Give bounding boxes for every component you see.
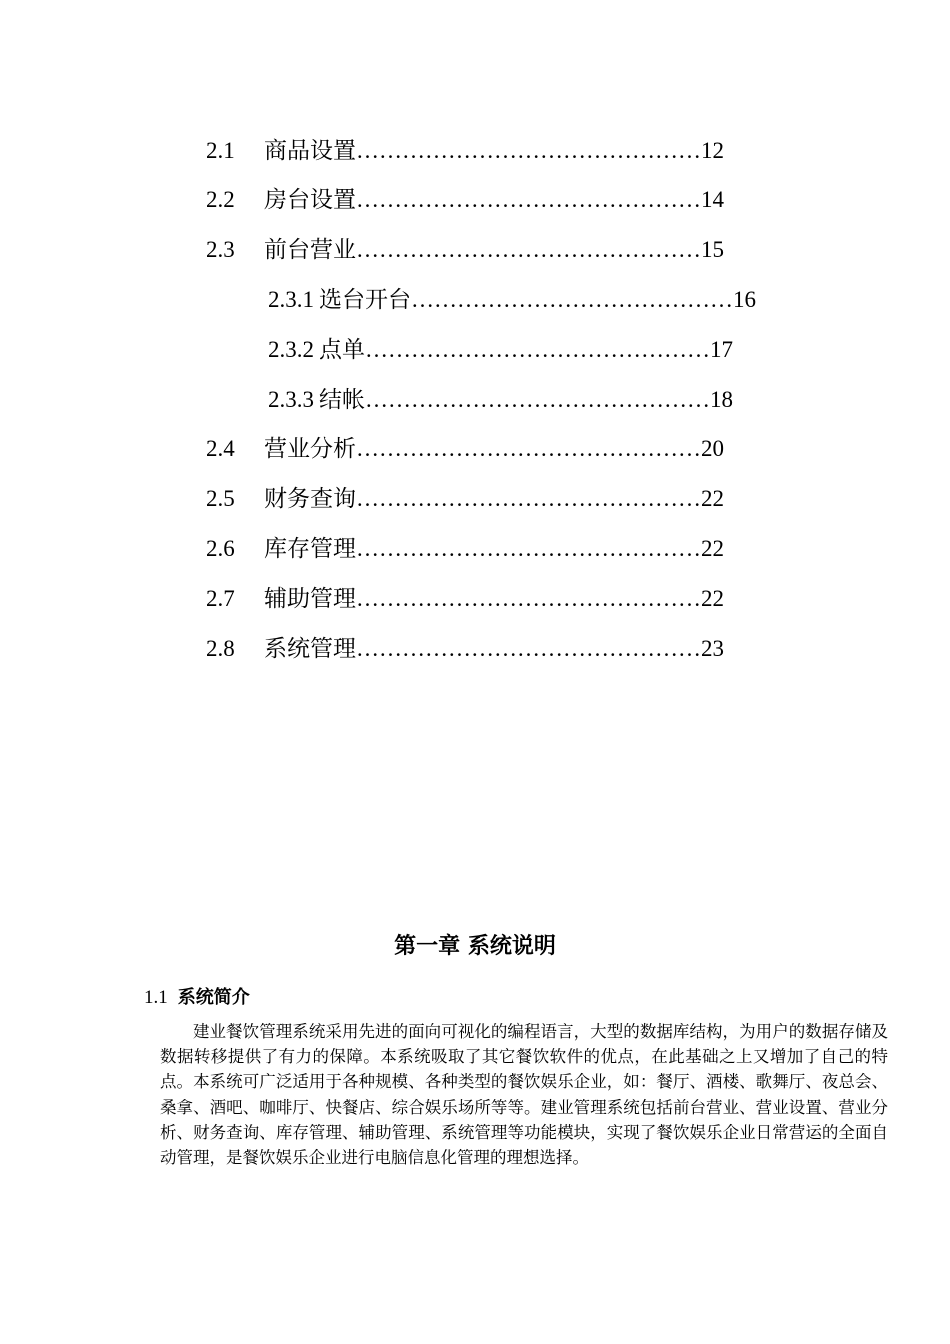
toc-entry-number: 2.1 (206, 138, 235, 163)
toc-dot-leader: ……………………………………… (365, 387, 710, 412)
toc-dot-leader: ……………………………………… (356, 138, 701, 163)
toc-entry[interactable] (206, 582, 724, 616)
toc-page-number: 16 (733, 287, 756, 312)
toc-dot-leader: ……………………………………… (356, 636, 701, 661)
toc-entry-number: 2.3.3 (268, 387, 314, 412)
toc-entry-number: 2.3.2 (268, 337, 314, 362)
toc-entry-number: 2.3.1 (268, 287, 314, 312)
toc-subentry[interactable] (268, 283, 756, 317)
toc-page-number: 23 (701, 636, 724, 661)
toc-entry[interactable] (206, 134, 724, 168)
toc-entry-title: 财务查询 (264, 486, 356, 511)
toc-entry-title: 房台设置 (264, 187, 356, 212)
toc-entry[interactable] (206, 632, 724, 666)
toc-page-number: 20 (701, 436, 724, 461)
toc-page-number: 14 (701, 187, 724, 212)
toc-page-number: 22 (701, 586, 724, 611)
toc-entry-title: 营业分析 (264, 436, 356, 461)
toc-dot-leader: ……………………………………… (356, 436, 701, 461)
toc-dot-leader: ……………………………………… (356, 586, 701, 611)
toc-entry-title: 结帐 (319, 387, 365, 412)
toc-page-number: 15 (701, 237, 724, 262)
toc-entry-title: 前台营业 (264, 237, 356, 262)
toc-page-number: 22 (701, 536, 724, 561)
toc-entry-number: 2.8 (206, 636, 235, 661)
section-title: 系统简介 (177, 987, 250, 1008)
chapter-title: 第一章 系统说明 (394, 934, 556, 959)
section-heading (144, 984, 250, 1012)
toc-entry[interactable] (206, 183, 724, 217)
toc-entry-number: 2.4 (206, 436, 235, 461)
toc-entry[interactable] (206, 482, 724, 516)
toc-entry-title: 库存管理 (264, 536, 356, 561)
toc-entry-title: 选台开台 (319, 287, 411, 312)
toc-dot-leader: ……………………………………… (365, 337, 710, 362)
toc-subentry[interactable] (268, 383, 733, 417)
toc-entry[interactable] (206, 233, 724, 267)
toc-entry-number: 2.3 (206, 237, 235, 262)
toc-dot-leader: ……………………………………… (356, 237, 701, 262)
toc-entry-number: 2.6 (206, 536, 235, 561)
toc-subentry[interactable] (268, 333, 733, 367)
toc-page-number: 17 (710, 337, 733, 362)
toc-entry-number: 2.5 (206, 486, 235, 511)
toc-dot-leader: …………………………………… (411, 287, 733, 312)
toc-entry-number: 2.2 (206, 187, 235, 212)
toc-entry[interactable] (206, 432, 724, 466)
toc-page-number: 22 (701, 486, 724, 511)
section-paragraph: 建业餐饮管理系统采用先进的面向可视化的编程语言，大型的数据库结构，为用户的数据存储及数据转移提供了有力的保障。本系统吸取了其它餐饮软件的优点，在此基础之上又增加了自己的特点。本系统可广泛适用于各种规模、各种类型的餐饮娱乐企业，如：餐厅、酒楼、歌舞厅、夜总会、桑拿、酒吧、咖啡厅、快餐店、综合娱乐场所等等。建业管理系统包括前台营业、营业设置、营业分析、财务查询、库存管理、辅助管理、系统管理等功能模块，实现了餐饮娱乐企业日常营运的全面自动管理，是餐饮娱乐企业进行电脑信息化管理的理想选择。 (160, 1022, 888, 1168)
toc-entry-title: 系统管理 (264, 636, 356, 661)
toc-entry-title: 点单 (319, 337, 365, 362)
toc-dot-leader: ……………………………………… (356, 536, 701, 561)
toc-dot-leader: ……………………………………… (356, 187, 701, 212)
toc-page-number: 18 (710, 387, 733, 412)
toc-page-number: 12 (701, 138, 724, 163)
toc-entry[interactable] (206, 532, 724, 566)
toc-entry-title: 辅助管理 (264, 586, 356, 611)
section-number: 1.1 (144, 987, 168, 1008)
toc-entry-title: 商品设置 (264, 138, 356, 163)
toc-dot-leader: ……………………………………… (356, 486, 701, 511)
toc-entry-number: 2.7 (206, 586, 235, 611)
